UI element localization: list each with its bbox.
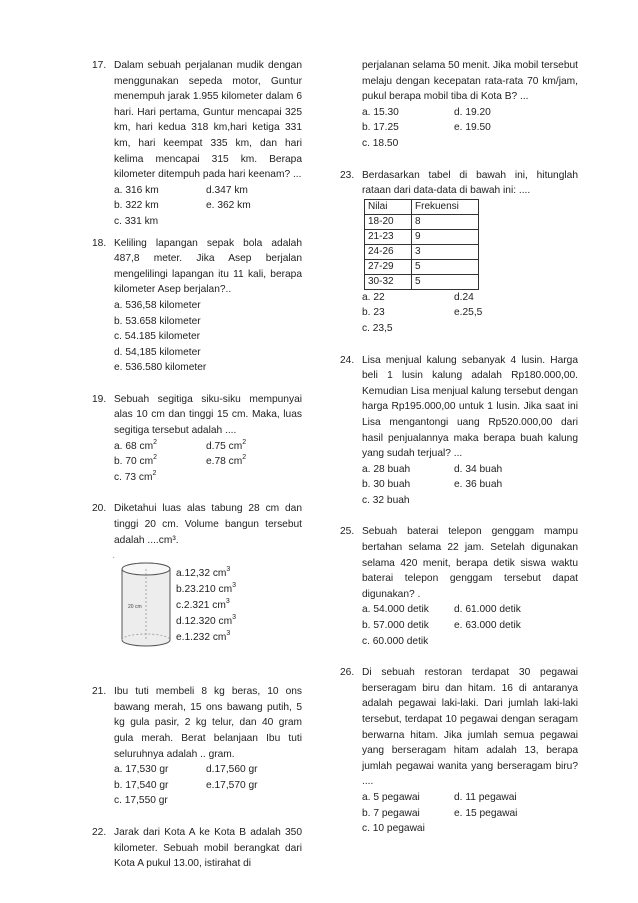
option-e[interactable]: e.25,5 (454, 307, 483, 319)
option-e[interactable]: e. 36 buah (454, 479, 503, 491)
option-e[interactable]: e.17,570 gr (206, 779, 258, 791)
answer-options (362, 602, 578, 649)
question-text: Diketahui luas alas tabung 28 cm dan tinggi 20 cm. Volume bangun tersebut adalah ....cm³. (114, 503, 302, 546)
answer-options (114, 439, 302, 486)
option-a[interactable]: a. 22 (362, 291, 385, 303)
question-number: 26. (340, 667, 355, 679)
option-e[interactable]: e.1.232 $cm^3$ (176, 630, 231, 644)
option-c[interactable]: c. 54.185 kilometer (114, 331, 201, 343)
option-e[interactable]: e. 19.50 (454, 122, 491, 134)
question-text: Sebuah segitiga siku-siku mempunyai alas 10 cm dan tinggi 15 cm. Maka, luas segitiga tersebut adalah .... (114, 393, 302, 437)
stray-mark: · (112, 552, 116, 564)
option-c[interactable]: c. 32 buah (362, 494, 410, 506)
question-number: 24. (340, 354, 355, 366)
option-d[interactable]: d.17,560 gr (206, 764, 258, 776)
option-d[interactable]: d. 61.000 detik (454, 604, 521, 616)
question-number: 18. (92, 237, 107, 249)
table-cell: 18-20 (365, 214, 412, 229)
question-text: Lisa menjual kalung sebanyak 4 lusin. Harga beli 1 lusin kalung adalah Rp180.000,00. Kemudian Lisa menjual kalung tersebut dengan harga Rp195.000,00 untuk 1 lusin. Jika saat ini Lisa mengantongi uang Rp520.000,00 dari hasil penjualannya maka berapa buah kalung yang sudah terjual? ... (362, 354, 578, 460)
option-b[interactable]: b. 17,540 gr (114, 779, 169, 791)
option-d[interactable]: d.24 (454, 291, 474, 303)
question-text: Ibu tuti membeli 8 kg beras, 10 ons bawang merah, 15 ons bawang putih, 5 kg gula pasir, 2 kg telur, dan 40 gram gula merah. Berat belanjaan Ibu tuti seluruhnya adalah .. gram. (114, 686, 302, 760)
option-e[interactable]: e. 362 km (206, 200, 251, 212)
option-a[interactable]: a. 54.000 detik (362, 604, 429, 616)
option-b[interactable]: b. 53.658 kilometer (114, 315, 201, 327)
table-row (365, 229, 479, 244)
table-row (365, 274, 479, 289)
option-c[interactable]: c. 18.50 (362, 137, 399, 149)
left-column (92, 58, 302, 872)
cylinder-figure (118, 560, 174, 650)
question-number: 19. (92, 393, 107, 405)
option-b[interactable]: b. 30 buah (362, 479, 411, 491)
option-a[interactable]: a. 68 $cm^2$ (114, 438, 157, 452)
answer-options (114, 762, 302, 809)
question-19 (92, 392, 302, 486)
question-17 (92, 58, 302, 230)
option-b[interactable]: b.23.210 $cm^3$ (176, 582, 236, 596)
question-number: 25. (340, 526, 355, 538)
option-a[interactable]: a. 5 pegawai (362, 791, 420, 803)
option-e[interactable]: e.78 $cm^2$ (206, 454, 247, 468)
answer-options (176, 566, 236, 646)
answer-options (362, 462, 578, 509)
table-row (365, 259, 479, 274)
question-number: 22. (92, 826, 107, 838)
table-cell: 21-23 (365, 229, 412, 244)
question-text: Di sebuah restoran terdapat 30 pegawai berseragam biru dan hitam. 16 di antaranya adalah pegawai laki-laki. Dari jumlah laki-laki tersebut, terdapat 10 pegawai dengan seragam berwarna hitam. Jika jumlah semua pegawai yang berseragam hitam adalah 13, berapa jumlah pegawai wanita yang berseragam biru? .... (362, 667, 578, 788)
question-number: 17. (92, 60, 107, 71)
table-row (365, 244, 479, 259)
cylinder-figure-area (114, 554, 302, 672)
option-d[interactable]: d.12.320 $cm^3$ (176, 614, 236, 628)
question-25 (340, 524, 578, 649)
answer-options (362, 290, 578, 337)
option-e[interactable]: e. 536.580 kilometer (114, 362, 207, 374)
option-c[interactable]: c. 10 pegawai (362, 823, 425, 835)
option-d[interactable]: d. 11 pegawai (454, 791, 517, 803)
answer-options (362, 105, 578, 152)
question-20 (92, 501, 302, 672)
question-text: Keliling lapangan sepak bola adalah 487,8 meter. Jika Asep berjalan mengelilingi lapangan itu 11 kali, berapa kilometer Asep berjalan?.. (114, 237, 302, 296)
table-cell: 5 (412, 259, 479, 274)
option-a[interactable]: a. 28 buah (362, 463, 411, 475)
table-header: Nilai (365, 199, 412, 214)
table-cell: 5 (412, 274, 479, 289)
question-text: Jarak dari Kota A ke Kota B adalah 350 kilometer. Sebuah mobil berangkat dari Kota A pukul 13.00, istirahat di (114, 826, 302, 870)
question-number: 21. (92, 686, 107, 698)
option-a[interactable]: a. 316 km (114, 184, 159, 196)
option-b[interactable]: b. 322 km (114, 200, 159, 212)
option-c[interactable]: c. 73 $cm^2$ (114, 469, 157, 483)
option-a[interactable]: a. 15.30 (362, 106, 399, 118)
answer-options (362, 790, 578, 837)
question-number: 20. (92, 503, 107, 515)
table-cell: 27-29 (365, 259, 412, 274)
question-text-continued: perjalanan selama 50 menit. Jika mobil tersebut melaju dengan kecepatan rata-rata 70 km/jam, pukul berapa mobil tiba di Kota B? ... (362, 60, 578, 103)
question-22 (92, 825, 302, 872)
option-d[interactable]: d.347 km (206, 184, 248, 196)
answer-options (114, 298, 302, 376)
height-label: 20 cm (128, 604, 142, 611)
table-cell: 9 (412, 229, 479, 244)
table-header: Frekuensi (412, 199, 479, 214)
frequency-table (364, 199, 479, 290)
option-c[interactable]: c. 60.000 detik (362, 635, 429, 647)
answer-options (114, 183, 302, 230)
option-c[interactable]: c. 17,550 gr (114, 795, 168, 807)
option-e[interactable]: e. 63.000 detik (454, 620, 521, 632)
table-row (365, 214, 479, 229)
question-26 (340, 665, 578, 837)
option-d[interactable]: d. 19.20 (454, 106, 491, 118)
option-a[interactable]: a.12,32 $cm^3$ (176, 566, 231, 580)
option-b[interactable]: b. 23 (362, 307, 385, 319)
question-18 (92, 236, 302, 376)
question-number: 23. (340, 169, 355, 181)
option-c[interactable]: c. 331 km (114, 215, 159, 227)
question-24 (340, 353, 578, 509)
table-cell: 24-26 (365, 244, 412, 259)
option-c[interactable]: c. 23,5 (362, 322, 393, 334)
question-21 (92, 684, 302, 809)
question-text: Berdasarkan tabel di bawah ini, hitunglah rataan dari data-data di bawah ini: .... (362, 169, 578, 197)
option-e[interactable]: e. 15 pegawai (454, 807, 518, 819)
option-b[interactable]: b. 57.000 detik (362, 620, 429, 632)
option-b[interactable]: b. 70 $cm^2$ (114, 454, 157, 468)
option-d[interactable]: d. 54,185 kilometer (114, 346, 201, 358)
question-22-continued (340, 58, 578, 152)
question-23 (340, 168, 578, 337)
option-a[interactable]: a. 536,58 kilometer (114, 299, 201, 311)
option-b[interactable]: b. 17.25 (362, 122, 399, 134)
table-cell: 8 (412, 214, 479, 229)
table-header-row (365, 199, 479, 214)
option-d[interactable]: d. 34 buah (454, 463, 503, 475)
option-d[interactable]: d.75 $cm^2$ (206, 438, 247, 452)
right-column (340, 58, 578, 837)
table-cell: 30-32 (365, 274, 412, 289)
question-text: Sebuah baterai telepon genggam mampu bertahan selama 22 jam. Setelah digunakan selama 420 menit, berapa detik siswa waktu baterai telepon genggam tersebut dapat digunakan? . (362, 526, 578, 600)
question-text: Dalam sebuah perjalanan mudik dengan menggunakan sepeda motor, Guntur menempuh jarak 1.955 kilometer dalam 6 hari. Hari pertama, Guntur mencapai 325 km, hari kedua 318 km,hari ketiga 331 km, hari keempat 335 km, dan hari kelima mencapai 315 km. Berapa kilometer ditempuh pada hari keenam? ... (114, 60, 302, 181)
option-a[interactable]: a. 17,530 gr (114, 764, 169, 776)
option-b[interactable]: b. 7 pegawai (362, 807, 420, 819)
option-c[interactable]: c.2.321 $cm^3$ (176, 598, 230, 612)
table-cell: 3 (412, 244, 479, 259)
